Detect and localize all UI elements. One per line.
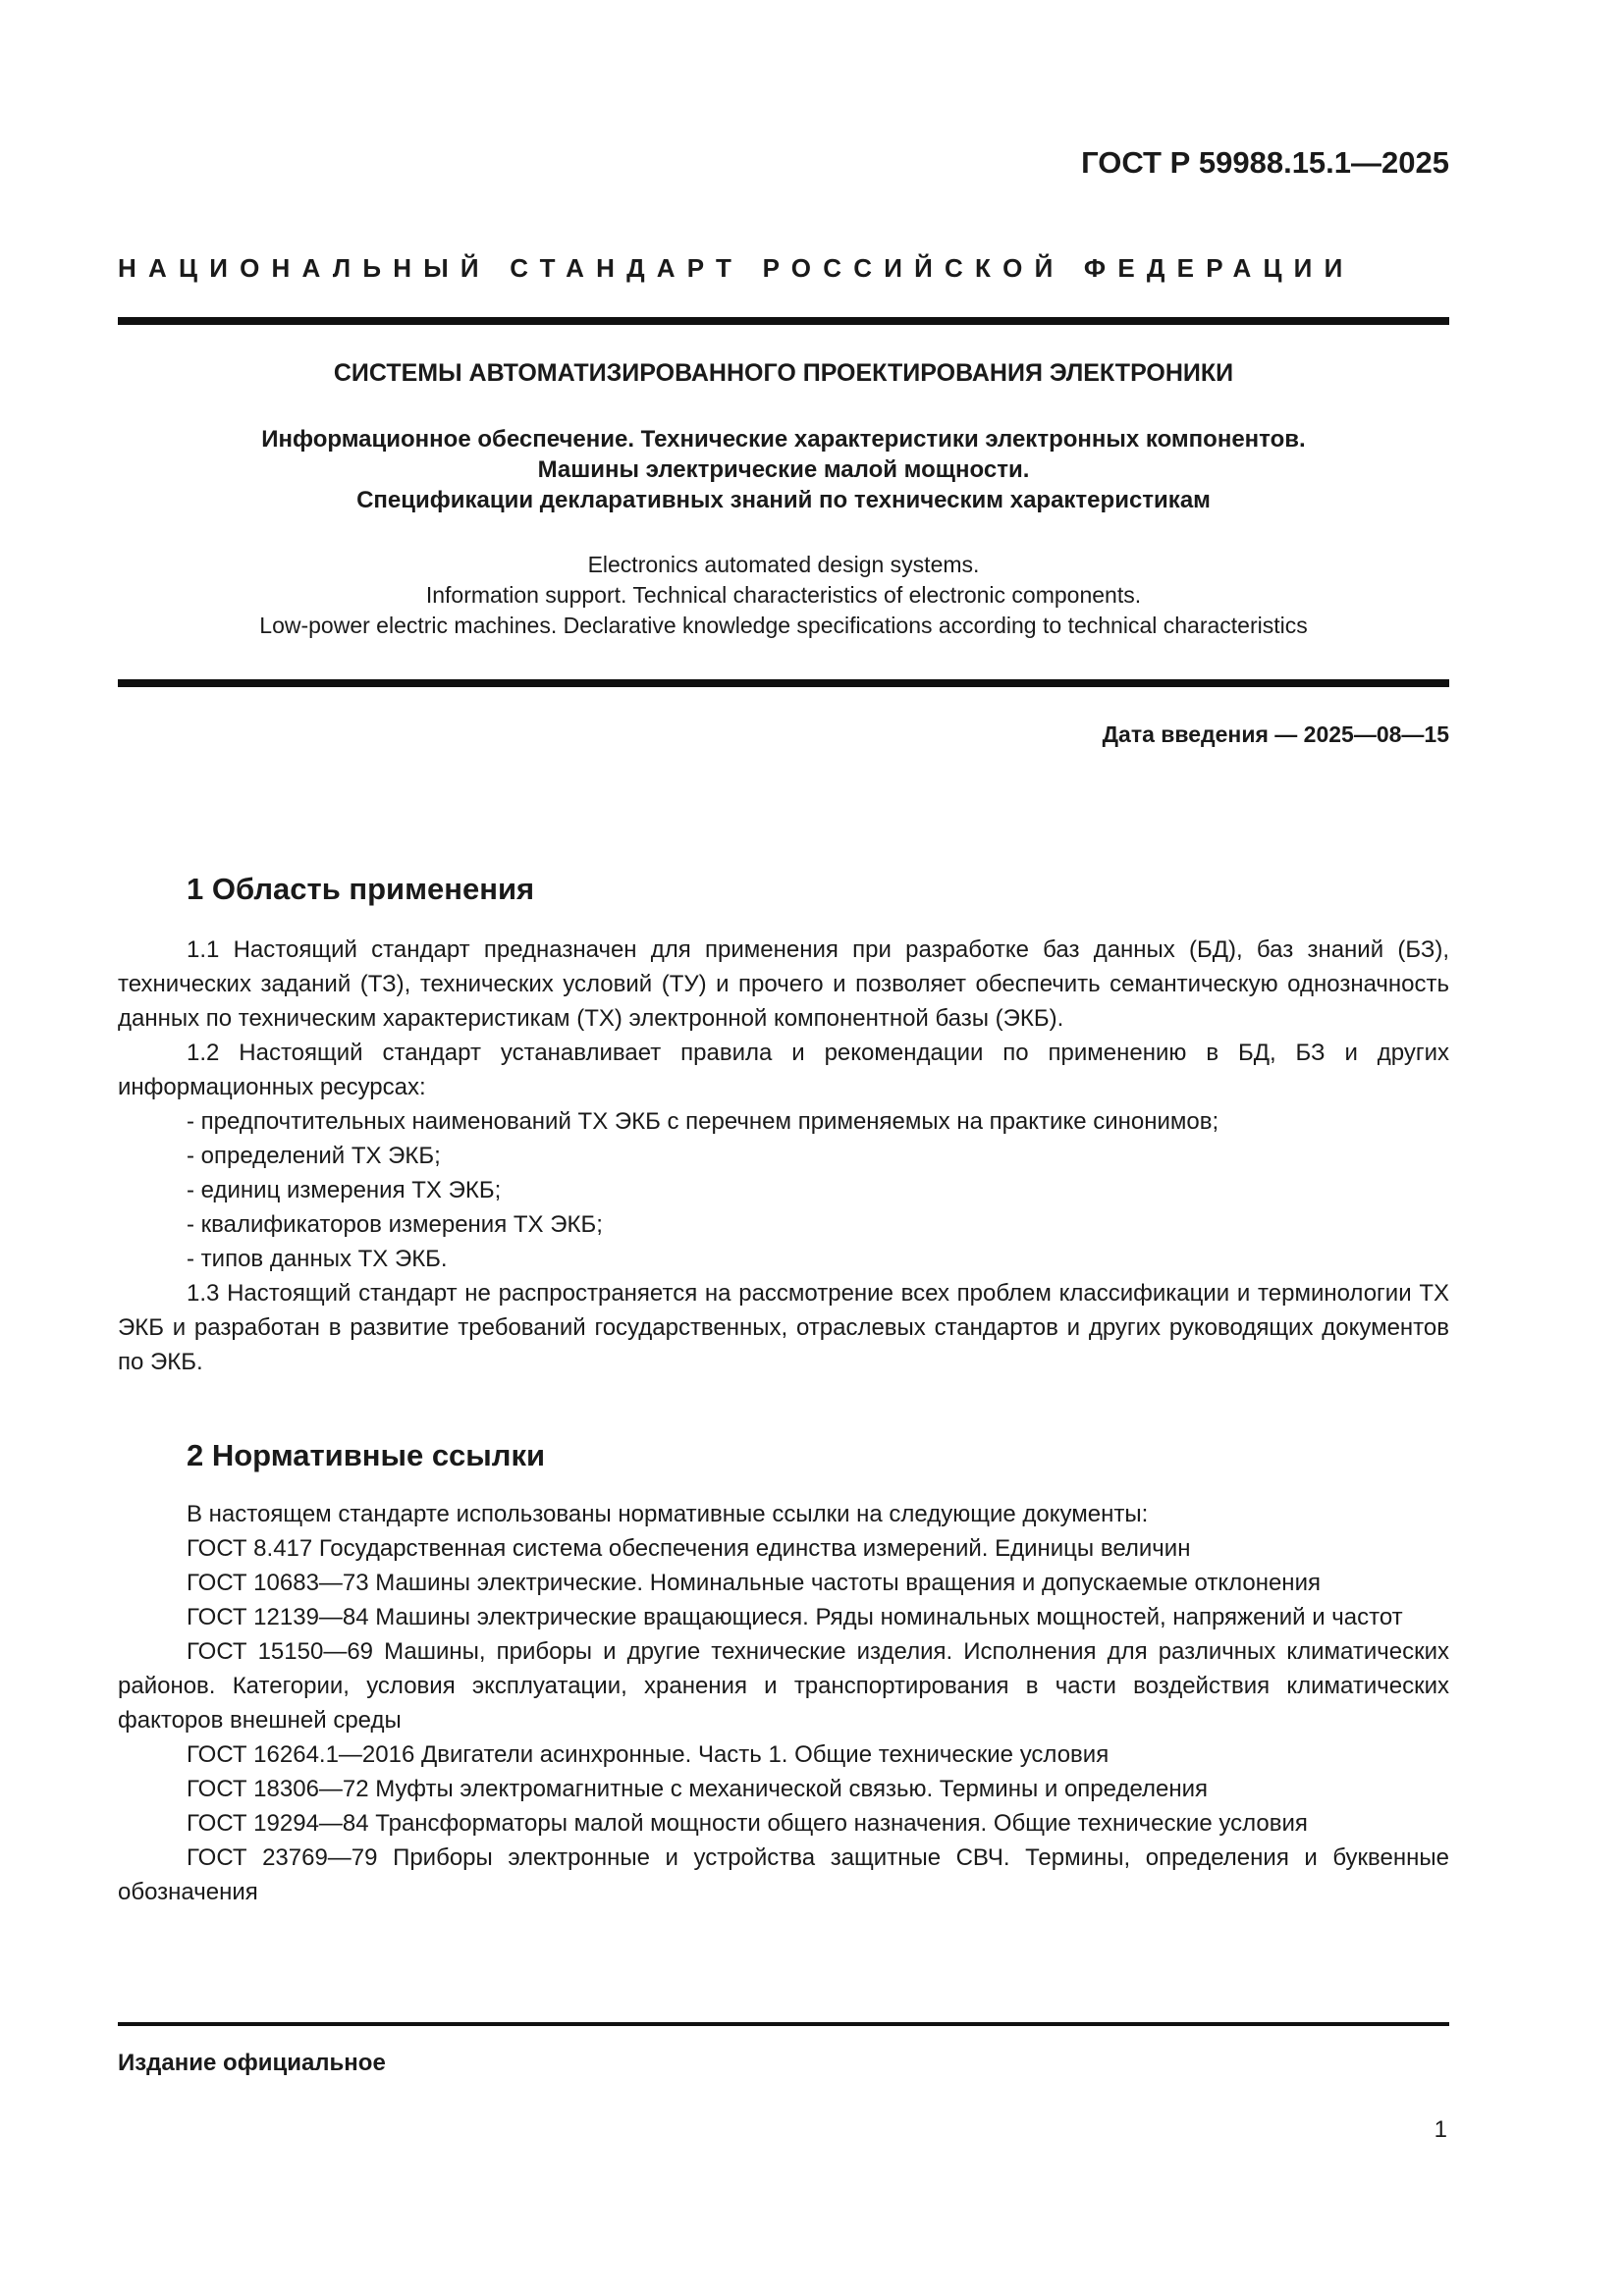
introduction-date: Дата введения — 2025—08—15: [1102, 721, 1449, 747]
main-title: СИСТЕМЫ АВТОМАТИЗИРОВАННОГО ПРОЕКТИРОВАНИЯ ЭЛЕКТРОНИКИ: [333, 359, 1234, 387]
english-title-line: Electronics automated design systems.: [587, 552, 980, 577]
list-item: - предпочтительных наименований ТХ ЭКБ с перечнем применяемых на практике синонимов;: [118, 1104, 1449, 1139]
section-2-heading: 2 Нормативные ссылки: [187, 1438, 546, 1472]
reference-item: ГОСТ 19294—84 Трансформаторы малой мощности общего назначения. Общие технические условия: [187, 1810, 1308, 1837]
english-title: [118, 550, 1449, 641]
national-standard-heading: НАЦИОНАЛЬНЫЙ СТАНДАРТ РОССИЙСКОЙ ФЕДЕРАЦИИ: [118, 253, 1355, 283]
english-title-line: Information support. Technical characteristics of electronic components.: [425, 582, 1142, 608]
section-1-body: [118, 933, 1449, 1379]
document-number: ГОСТ Р 59988.15.1—2025: [1081, 145, 1449, 180]
reference-item: ГОСТ 8.417 Государственная система обеспечения единства измерений. Единицы величин: [187, 1535, 1191, 1562]
section-1-heading: 1 Область применения: [187, 872, 535, 906]
paragraph-1-3: 1.3 Настоящий стандарт не распространяется на рассмотрение всех проблем классификации и терминологии ТХ ЭКБ и разработан в развитие требований государственных, отраслевых стандартов и других руководящих документов по ЭКБ.: [118, 1280, 1449, 1375]
bottom-rule: [118, 2022, 1449, 2026]
reference-item: ГОСТ 23769—79 Приборы электронные и устройства защитные СВЧ. Термины, определения и буквенные обозначения: [118, 1844, 1449, 1905]
list-item: - определений ТХ ЭКБ;: [118, 1139, 1449, 1173]
subtitle-line: Машины электрические малой мощности.: [537, 456, 1030, 483]
reference-item: ГОСТ 12139—84 Машины электрические вращающиеся. Ряды номинальных мощностей, напряжений и частот: [187, 1604, 1403, 1630]
list-item: - единиц измерения ТХ ЭКБ;: [118, 1173, 1449, 1207]
list-item: - типов данных ТХ ЭКБ.: [118, 1242, 1449, 1276]
reference-item: ГОСТ 16264.1—2016 Двигатели асинхронные. Часть 1. Общие технические условия: [187, 1741, 1110, 1768]
subtitle-line: Информационное обеспечение. Технические характеристики электронных компонентов.: [261, 426, 1306, 453]
subtitle: [118, 424, 1449, 515]
reference-item: ГОСТ 10683—73 Машины электрические. Номинальные частоты вращения и допускаемые отклонения: [187, 1570, 1321, 1596]
middle-rule: [118, 679, 1449, 687]
list-item: - квалификаторов измерения ТХ ЭКБ;: [118, 1207, 1449, 1242]
paragraph-1-1: 1.1 Настоящий стандарт предназначен для применения при разработке баз данных (БД), баз знаний (БЗ), технических заданий (ТЗ), технических условий (ТУ) и прочего и позволяет обеспечить семантическую однозначность данных по техническим характеристикам (ТХ) электронной компонентной базы (ЭКБ).: [118, 936, 1449, 1032]
top-rule: [118, 317, 1449, 325]
english-title-line: Low-power electric machines. Declarative knowledge specifications according to technical characteristics: [259, 613, 1308, 638]
official-edition-label: Издание официальное: [118, 2050, 386, 2076]
page-number: 1: [1434, 2116, 1447, 2143]
section-2-body: [118, 1497, 1449, 1909]
paragraph-1-2: 1.2 Настоящий стандарт устанавливает правила и рекомендации по применению в БД, БЗ и других информационных ресурсах:: [118, 1040, 1449, 1100]
references-intro: В настоящем стандарте использованы нормативные ссылки на следующие документы:: [187, 1501, 1149, 1527]
requirements-list: [118, 1104, 1449, 1276]
reference-item: ГОСТ 15150—69 Машины, приборы и другие технические изделия. Исполнения для различных климатических районов. Категории, условия эксплуатации, хранения и транспортирования в части воздействия климатических факторов внешней среды: [118, 1638, 1449, 1734]
subtitle-line: Спецификации декларативных знаний по техническим характеристикам: [356, 487, 1211, 513]
reference-item: ГОСТ 18306—72 Муфты электромагнитные с механической связью. Термины и определения: [187, 1776, 1209, 1802]
